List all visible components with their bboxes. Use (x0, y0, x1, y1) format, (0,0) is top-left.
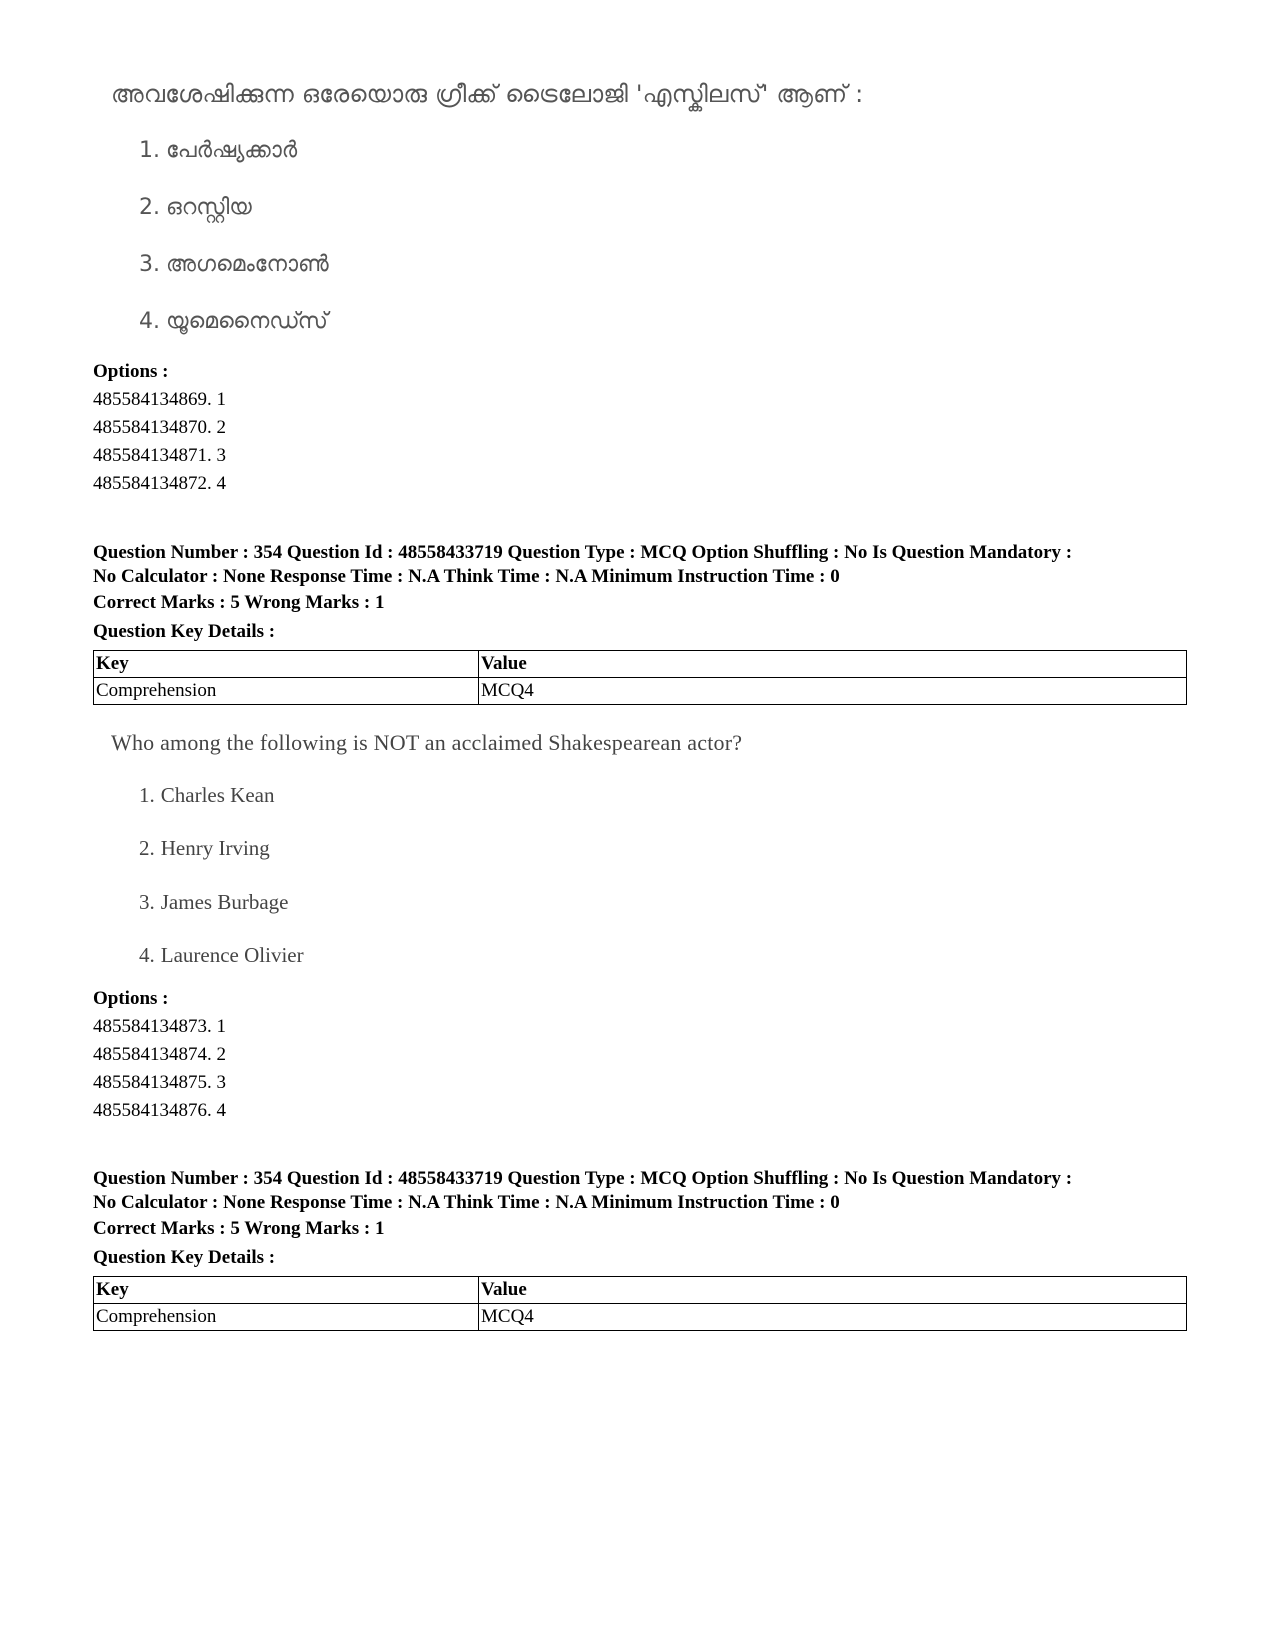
marks-line: Correct Marks : 5 Wrong Marks : 1 (93, 592, 385, 613)
table-header-row (94, 1277, 1187, 1304)
choice-text: James Burbage (160, 890, 289, 914)
table-header-row (94, 651, 1187, 678)
choice-number: 1. (139, 783, 155, 807)
key-details-table (93, 650, 1187, 705)
question-choice (139, 195, 252, 220)
choice-text: ഒറസ്റ്റിയ (166, 195, 252, 220)
question-choice (139, 138, 297, 163)
choice-number: 2. (139, 195, 160, 220)
option-id: 485584134871. 3 (93, 445, 226, 466)
table-row (94, 1304, 1187, 1331)
question-choice (139, 783, 274, 808)
question-meta (93, 1167, 1187, 1215)
question-choice (139, 252, 329, 277)
table-row (94, 678, 1187, 705)
meta-line: No Calculator : None Response Time : N.A Think Time : N.A Minimum Instruction Time : 0 (93, 1192, 840, 1213)
choice-text: Henry Irving (160, 836, 270, 860)
key-details-label: Question Key Details : (93, 621, 276, 642)
table-header: Value (479, 651, 1187, 678)
question-stem: അവശേഷിക്കുന്ന ഒരേയൊരു ഗ്രീക്ക് ട്രൈലോജി 'എസ്കിലസ്' ആണ് : (111, 80, 864, 108)
choice-text: Laurence Olivier (160, 943, 304, 967)
table-cell: MCQ4 (479, 1304, 1187, 1331)
question-stem: Who among the following is NOT an acclaimed Shakespearean actor? (111, 730, 743, 755)
table-cell: Comprehension (94, 1304, 479, 1331)
choice-text: യൂമെനൈഡ്സ് (166, 309, 328, 334)
question-choice (139, 836, 270, 861)
table-cell: Comprehension (94, 678, 479, 705)
option-id: 485584134872. 4 (93, 473, 226, 494)
choice-text: പേർഷ്യക്കാർ (166, 138, 298, 163)
choice-number: 3. (139, 890, 155, 914)
table-header: Key (94, 651, 479, 678)
choice-text: Charles Kean (160, 783, 275, 807)
meta-line: No Calculator : None Response Time : N.A Think Time : N.A Minimum Instruction Time : 0 (93, 566, 840, 587)
question-meta (93, 541, 1187, 589)
table-cell: MCQ4 (479, 678, 1187, 705)
options-label: Options : (93, 988, 169, 1009)
option-id: 485584134874. 2 (93, 1044, 226, 1065)
choice-number: 3. (139, 252, 160, 277)
choice-number: 4. (139, 309, 160, 334)
option-id: 485584134870. 2 (93, 417, 226, 438)
option-id: 485584134875. 3 (93, 1072, 226, 1093)
key-details-table (93, 1276, 1187, 1331)
choice-number: 2. (139, 836, 155, 860)
meta-line: Question Number : 354 Question Id : 48558433719 Question Type : MCQ Option Shuffling : No Is Question Mandatory : (93, 1168, 1073, 1189)
choice-number: 1. (139, 138, 160, 163)
key-details-label: Question Key Details : (93, 1247, 276, 1268)
question-choice (139, 309, 328, 334)
option-id: 485584134869. 1 (93, 389, 226, 410)
table-header: Key (94, 1277, 479, 1304)
marks-line: Correct Marks : 5 Wrong Marks : 1 (93, 1218, 385, 1239)
choice-number: 4. (139, 943, 155, 967)
question-choice (139, 890, 288, 915)
meta-line: Question Number : 354 Question Id : 48558433719 Question Type : MCQ Option Shuffling : No Is Question Mandatory : (93, 542, 1073, 563)
option-id: 485584134873. 1 (93, 1016, 226, 1037)
choice-text: അഗമെംനോൺ (166, 252, 329, 277)
options-label: Options : (93, 361, 169, 382)
option-id: 485584134876. 4 (93, 1100, 226, 1121)
question-choice (139, 943, 304, 968)
table-header: Value (479, 1277, 1187, 1304)
